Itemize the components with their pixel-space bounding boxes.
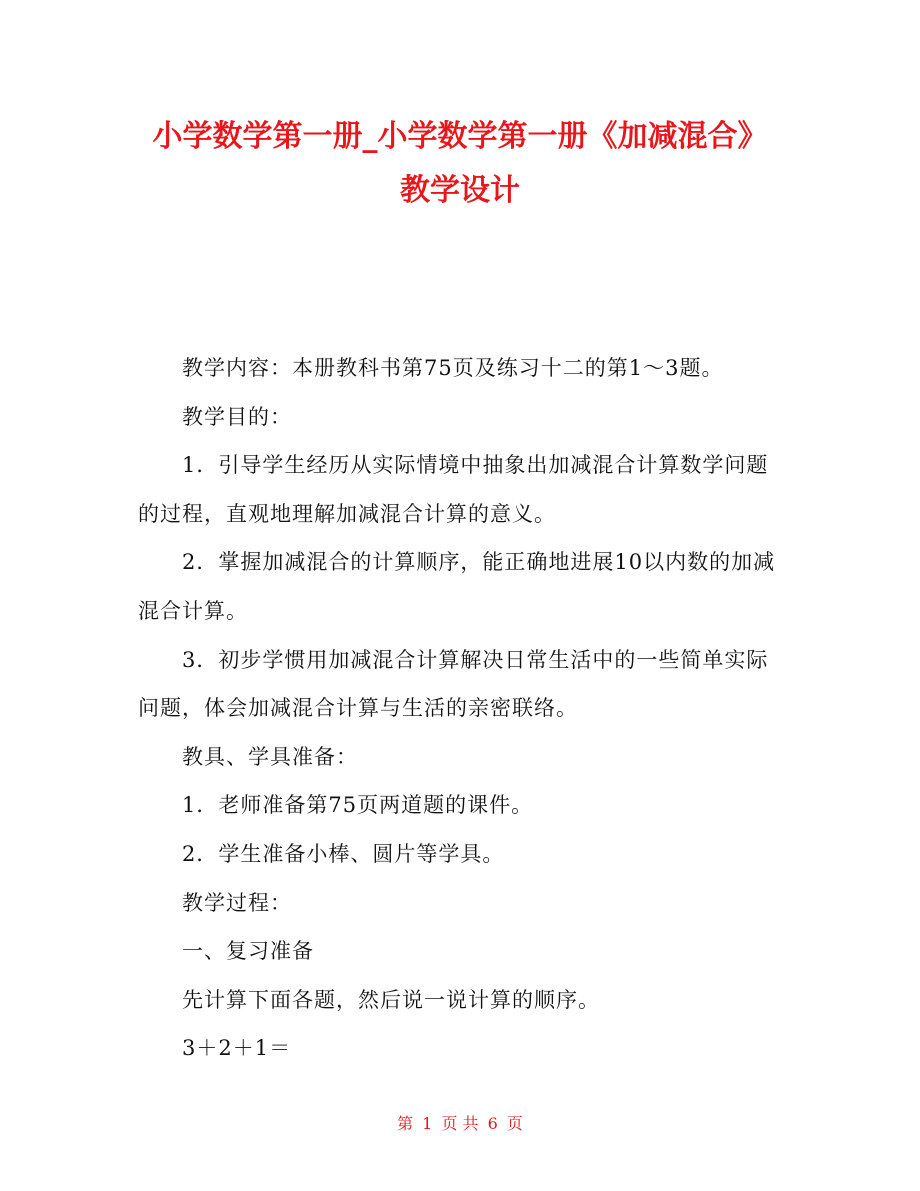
title-line-1: 小学数学第一册_小学数学第一册《加减混合》 bbox=[152, 119, 768, 154]
footer-total-pages: 6 bbox=[487, 1114, 498, 1133]
page-footer bbox=[0, 1112, 920, 1136]
paragraph-goal-1: 1．引导学生经历从实际情境中抽象出加减混合计算数学问题的过程，直观地理解加减混合计算的意义。 bbox=[138, 453, 769, 526]
paragraph-equation: 3＋2＋1＝ bbox=[182, 1036, 292, 1061]
paragraph-process-heading: 教学过程： bbox=[182, 890, 292, 915]
footer-prefix: 第 bbox=[397, 1114, 414, 1133]
paragraph-materials-1: 1．老师准备第75页两道题的课件。 bbox=[182, 793, 534, 818]
paragraph-teaching-goals-heading: 教学目的： bbox=[182, 404, 292, 429]
paragraph-review-heading: 一、复习准备 bbox=[182, 939, 314, 964]
footer-page-number: 1 bbox=[422, 1114, 433, 1133]
paragraph-teaching-content: 教学内容：本册教科书第75页及练习十二的第1～3题。 bbox=[182, 356, 724, 380]
document-body bbox=[138, 344, 780, 1073]
title-line-2: 教学设计 bbox=[400, 173, 520, 208]
paragraph-goal-2: 2．掌握加减混合的计算顺序，能正确地进展10以内数的加减混合计算。 bbox=[138, 550, 776, 623]
document-title bbox=[120, 110, 800, 218]
footer-suffix: 页 bbox=[506, 1114, 523, 1133]
footer-middle: 页 共 bbox=[441, 1114, 479, 1133]
paragraph-materials-heading: 教具、学具准备： bbox=[182, 744, 358, 769]
paragraph-review-instruction: 先计算下面各题，然后说一说计算的顺序。 bbox=[182, 987, 600, 1012]
paragraph-goal-3: 3．初步学惯用加减混合计算解决日常生活中的一些简单实际问题，体会加减混合计算与生活的亲密联络。 bbox=[138, 647, 769, 721]
paragraph-materials-2: 2．学生准备小棒、圆片等学具。 bbox=[182, 841, 505, 866]
